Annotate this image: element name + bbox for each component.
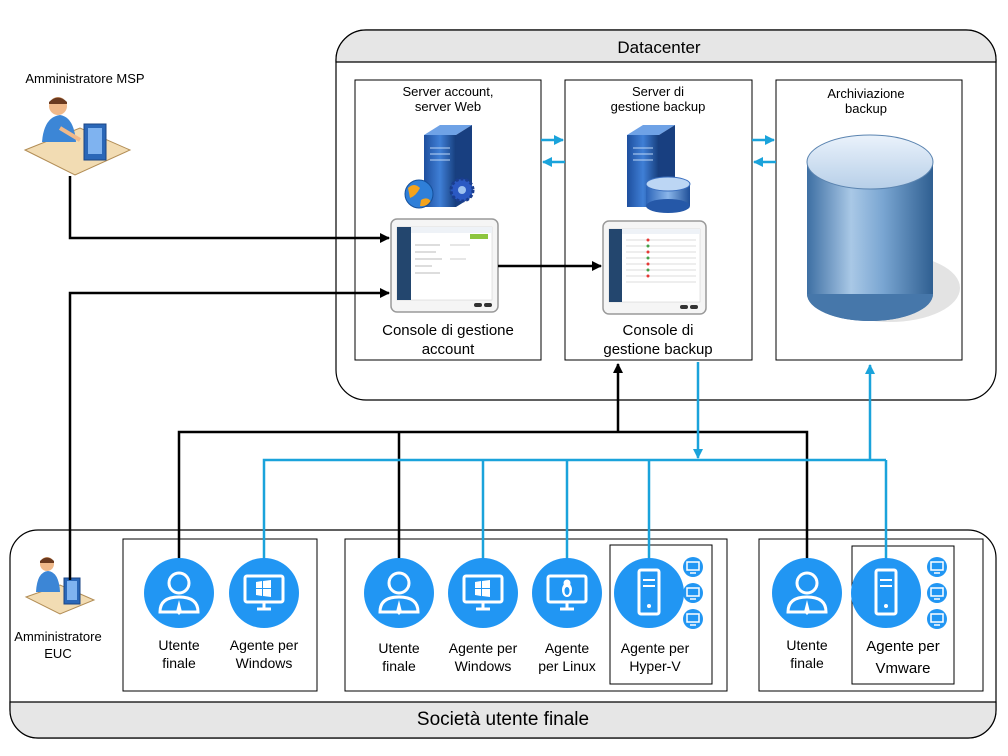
msp-admin-icon bbox=[25, 97, 130, 175]
g3-user-label-1: Utente bbox=[786, 637, 828, 653]
storage-title-2: backup bbox=[845, 101, 887, 116]
storage-title-1: Archiviazione bbox=[827, 86, 905, 101]
euc-admin-label-2: EUC bbox=[44, 646, 72, 661]
company-title: Società utente finale bbox=[416, 709, 590, 730]
g1-win-label-2: Windows bbox=[235, 655, 293, 671]
g2-hyperv-label-1: Agente per bbox=[620, 640, 690, 656]
account-console-label-1: Console di gestione bbox=[382, 322, 514, 339]
g2-user-label-2: finale bbox=[382, 658, 416, 674]
vm-icon bbox=[927, 609, 947, 629]
vm-icon bbox=[683, 583, 703, 603]
linux-agent-icon bbox=[532, 558, 602, 628]
vm-icon bbox=[683, 557, 703, 577]
user-icon bbox=[364, 558, 434, 628]
user-icon bbox=[772, 558, 842, 628]
panel-backup-management-server bbox=[565, 80, 752, 360]
backup-console-tablet-icon bbox=[603, 221, 706, 314]
g2-hyperv-label-2: Hyper-V bbox=[629, 658, 681, 674]
g3-vmware-label-2: Vmware bbox=[875, 660, 931, 677]
backup-server-title-2: gestione backup bbox=[610, 99, 706, 114]
g2-user-label-1: Utente bbox=[378, 640, 420, 656]
vmware-agent-icon bbox=[851, 558, 921, 628]
g2-win-label-1: Agente per bbox=[448, 640, 518, 656]
g2-win-label-2: Windows bbox=[454, 658, 512, 674]
g1-user-label-1: Utente bbox=[158, 637, 200, 653]
account-server-title-2: server Web bbox=[414, 99, 482, 114]
datacenter-title: Datacenter bbox=[617, 38, 701, 57]
vm-icon bbox=[683, 609, 703, 629]
account-console-tablet-icon bbox=[391, 219, 498, 312]
vm-icon bbox=[927, 557, 947, 577]
backup-server-title-1: Server di bbox=[631, 84, 685, 99]
g1-user-label-2: finale bbox=[162, 655, 196, 671]
account-console-label-2: account bbox=[421, 341, 475, 358]
backup-console-label-1: Console di bbox=[622, 322, 694, 339]
g2-linux-label-1: Agente bbox=[544, 640, 590, 656]
g3-vmware-label-1: Agente per bbox=[866, 638, 940, 655]
windows-agent-icon bbox=[448, 558, 518, 628]
vm-icon bbox=[927, 583, 947, 603]
msp-admin-label: Amministratore MSP bbox=[25, 71, 145, 86]
euc-admin-label-1: Amministratore bbox=[14, 629, 102, 644]
windows-agent-icon bbox=[229, 558, 299, 628]
backup-console-label-2: gestione backup bbox=[603, 341, 713, 358]
g3-user-label-2: finale bbox=[790, 655, 824, 671]
user-icon bbox=[144, 558, 214, 628]
g2-linux-label-2: per Linux bbox=[538, 658, 596, 674]
account-server-title-1: Server account, bbox=[402, 84, 494, 99]
g1-win-label-1: Agente per bbox=[229, 637, 299, 653]
hyperv-agent-icon bbox=[614, 558, 684, 628]
